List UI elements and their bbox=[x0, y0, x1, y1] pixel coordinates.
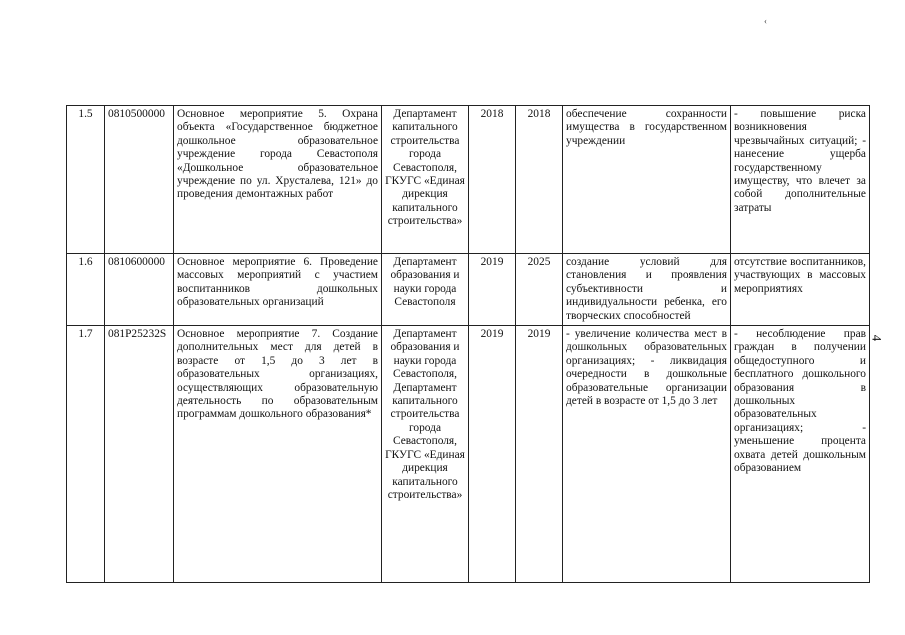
expected-result: создание условий для становления и проявления субъективности и индивидуальности ребенка, его творческих способностей bbox=[563, 254, 731, 326]
expected-result: обеспечение сохранности имущества в государственном учреждении bbox=[563, 106, 731, 254]
non-implementation-consequences: - повышение риска возникновения чрезвычайных ситуаций; - нанесение ущерба государственному имуществу, что влечет за собой дополнительные затраты bbox=[731, 106, 870, 254]
measure-name: Основное мероприятие 7. Создание дополнительных мест для детей в возрасте от 1,5 до 3 лет в образовательных организациях, осуществляющих образовательную деятельность по образовательным программам дошкольного образования* bbox=[174, 326, 382, 583]
executor: Департамент образования и науки города Севастополя bbox=[382, 254, 469, 326]
measure-name: Основное мероприятие 5. Охрана объекта «Государственное бюджетное дошкольное образовательное учреждение города Севастополя «Дошкольное образовательное учреждение по ул. Хрусталева, 121» до проведения демонтажных работ bbox=[174, 106, 382, 254]
budget-code: 0810600000 bbox=[105, 254, 174, 326]
row-number: 1.5 bbox=[67, 106, 105, 254]
table-row bbox=[67, 326, 870, 583]
executor: Департамент образования и науки города Севастополя, Департамент капитального строительства города Севастополя, ГКУГС «Единая дирекция капитального строительства» bbox=[382, 326, 469, 583]
start-year: 2019 bbox=[469, 326, 516, 583]
start-year: 2018 bbox=[469, 106, 516, 254]
end-year: 2019 bbox=[516, 326, 563, 583]
budget-code: 0810500000 bbox=[105, 106, 174, 254]
executor: Департамент капитального строительства города Севастополя, ГКУГС «Единая дирекция капитального строительства» bbox=[382, 106, 469, 254]
table-row bbox=[67, 254, 870, 326]
non-implementation-consequences: - несоблюдение прав граждан в получении общедоступного и бесплатного дошкольного образования в дошкольных образовательных организациях; - уменьшение процента охвата детей дошкольным образованием bbox=[731, 326, 870, 583]
table-row bbox=[67, 106, 870, 254]
program-measures-table bbox=[66, 105, 870, 583]
expected-result: - увеличение количества мест в дошкольных образовательных организациях; - ликвидация очередности в дошкольные образовательные организации детей в возрасте от 1,5 до 3 лет bbox=[563, 326, 731, 583]
measure-name: Основное мероприятие 6. Проведение массовых мероприятий с участием воспитанников дошкольных образовательных организаций bbox=[174, 254, 382, 326]
budget-code: 081P25232S bbox=[105, 326, 174, 583]
row-number: 1.6 bbox=[67, 254, 105, 326]
end-year: 2018 bbox=[516, 106, 563, 254]
row-number: 1.7 bbox=[67, 326, 105, 583]
scan-speck: ‹ bbox=[764, 16, 767, 26]
non-implementation-consequences: отсутствие воспитанников, участвующих в массовых мероприятиях bbox=[731, 254, 870, 326]
start-year: 2019 bbox=[469, 254, 516, 326]
end-year: 2025 bbox=[516, 254, 563, 326]
page-number: 4 bbox=[869, 334, 885, 342]
